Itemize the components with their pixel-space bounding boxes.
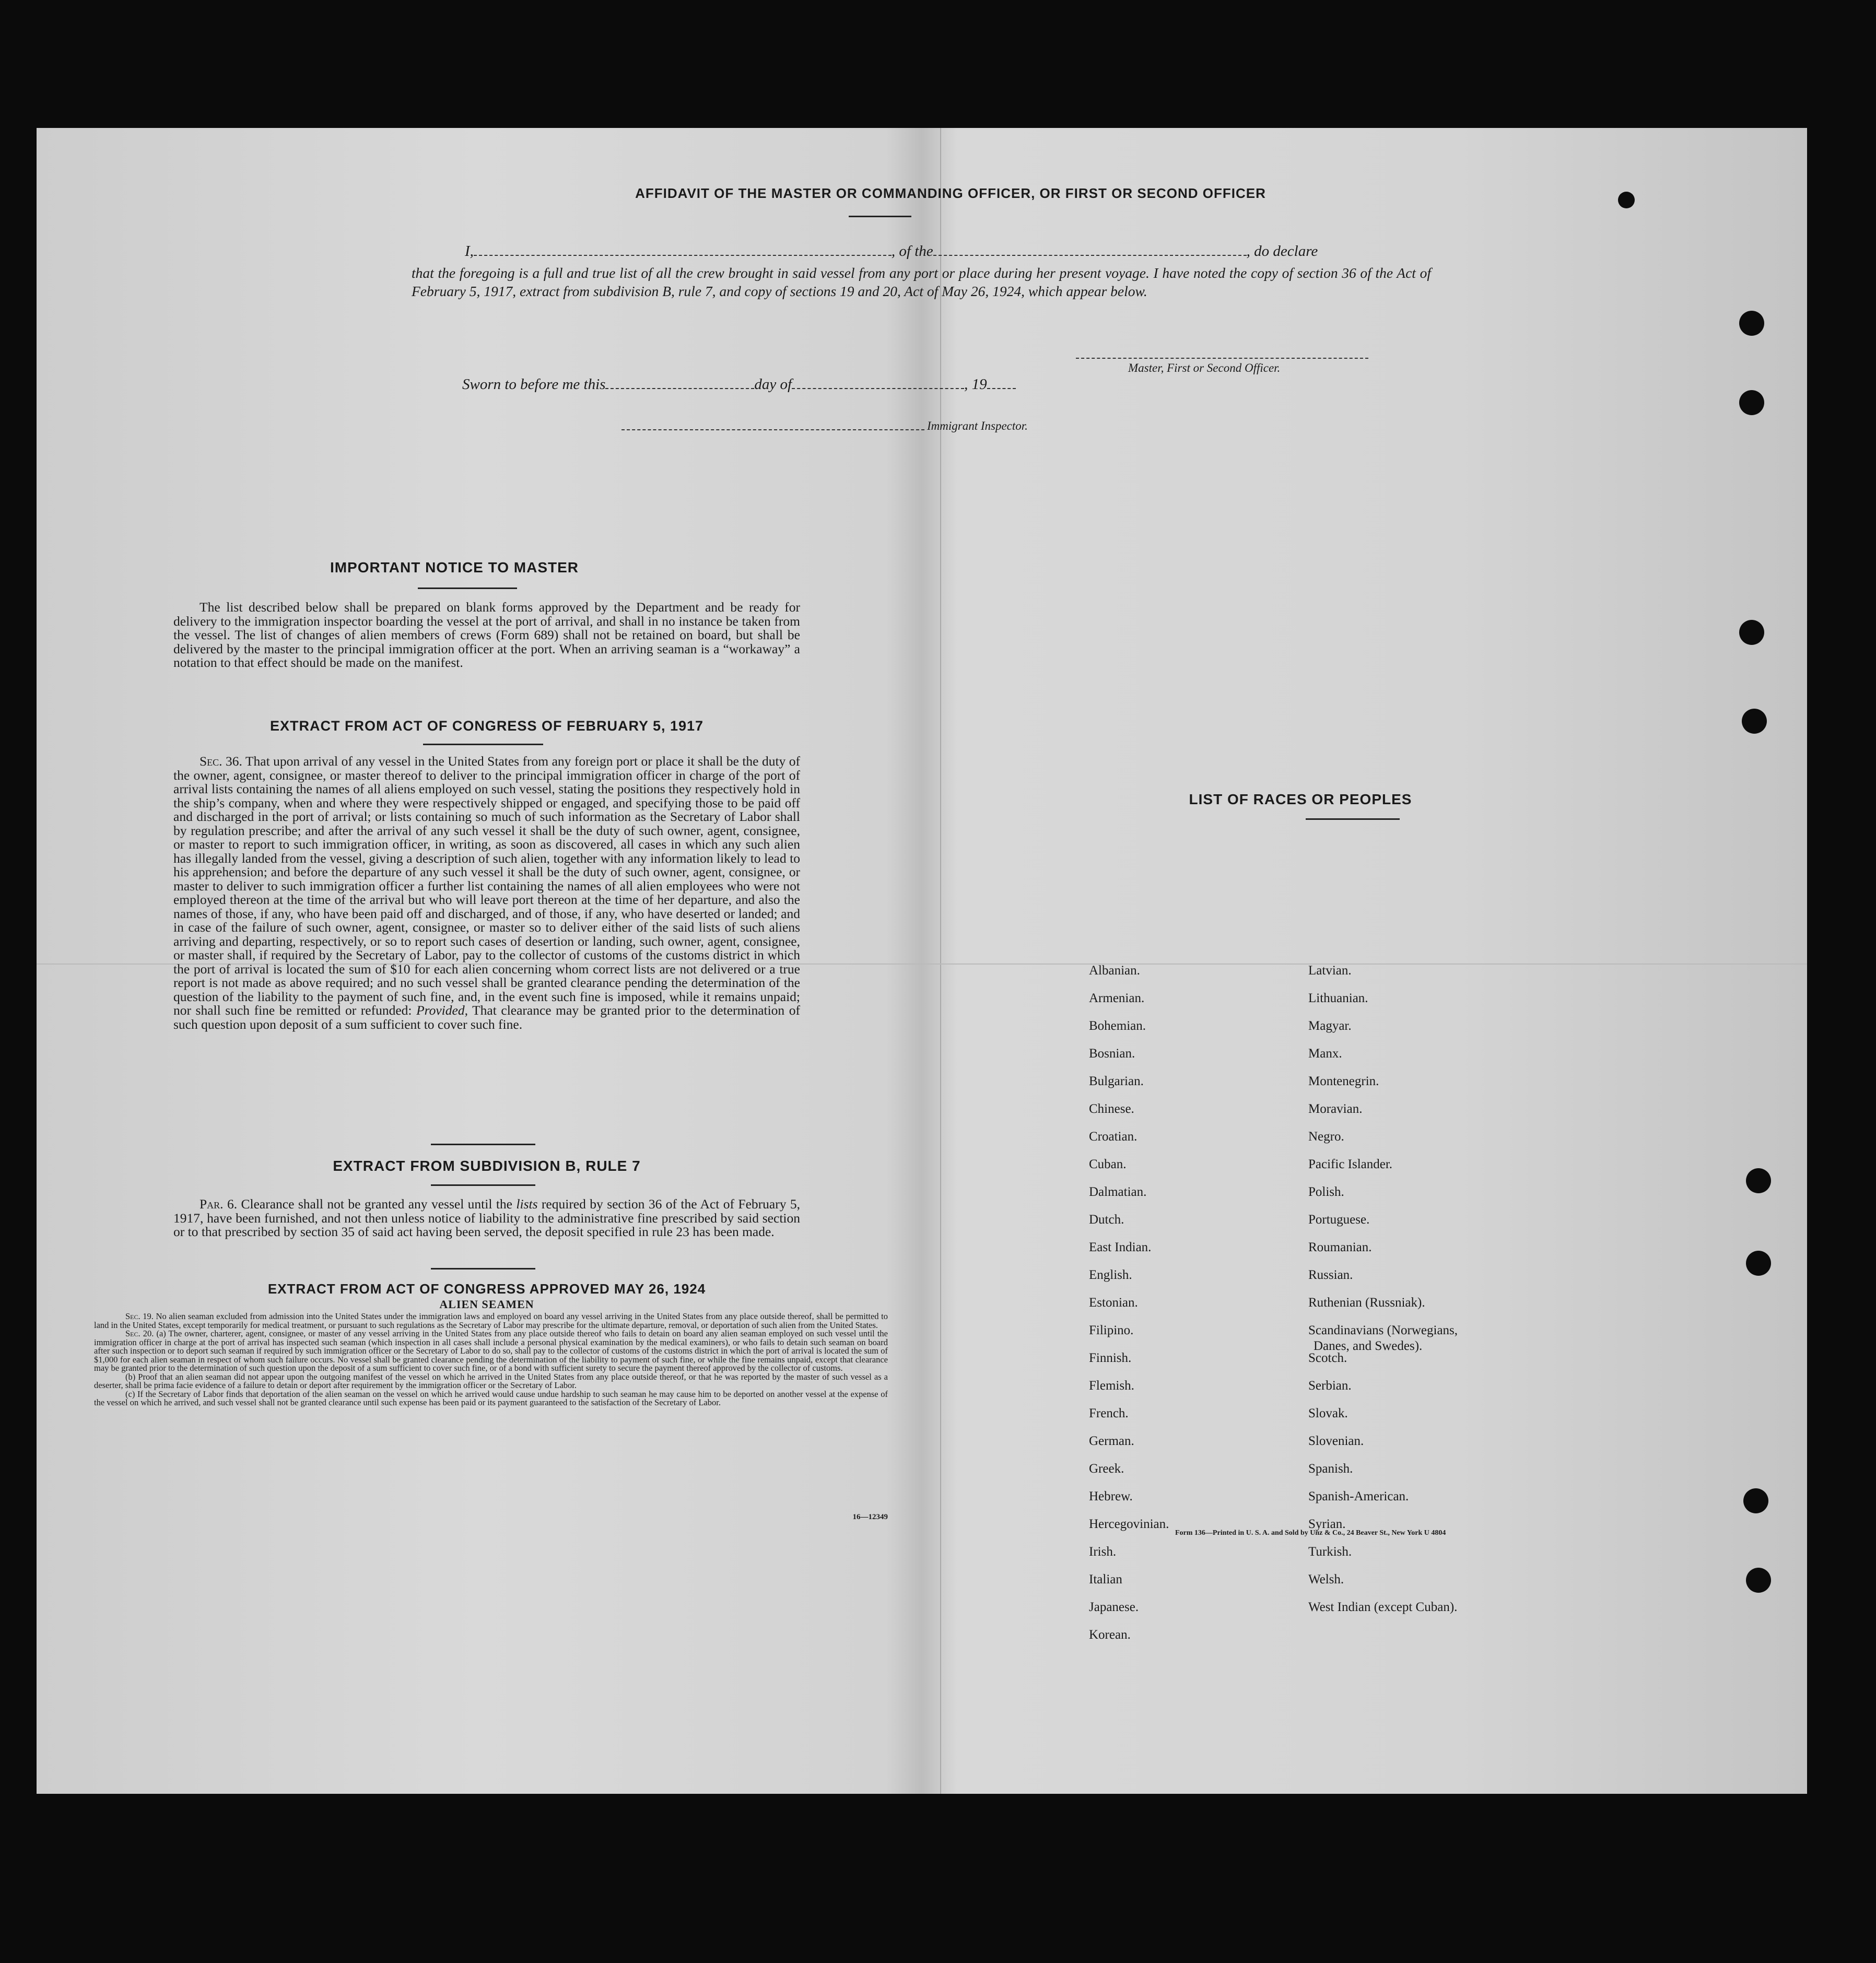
vessel-blank	[933, 243, 1247, 256]
affidavit-i: I,	[465, 243, 474, 260]
rule-7-text	[173, 1197, 800, 1239]
race-item: Negro.	[1308, 1130, 1344, 1144]
race-item: Bohemian.	[1089, 1019, 1146, 1033]
act-1924-title: EXTRACT FROM ACT OF CONGRESS APPROVED MAY 26, 1924	[267, 1281, 706, 1297]
inspector-label: Immigrant Inspector.	[927, 419, 1028, 432]
rule-7-title: EXTRACT FROM SUBDIVISION B, RULE 7	[333, 1158, 641, 1174]
punch-hole	[1743, 1488, 1768, 1513]
section-20-label: Sec. 20.	[125, 1329, 154, 1338]
race-item: Roumanian.	[1308, 1240, 1372, 1254]
race-item: French.	[1089, 1406, 1129, 1420]
race-item: Magyar.	[1308, 1019, 1352, 1033]
section-19	[94, 1312, 888, 1330]
punch-hole	[1746, 1568, 1771, 1593]
paragraph-6-body-end: required by section 36 of the Act of February 5, 1917, have been furnished, and not then unless notice of liability to the administrative fine prescribed by said section or to that prescribed by section 35 of said act having been served, the deposit specified in rule 23 has been made.	[173, 1196, 800, 1239]
print-code: 16—12349	[852, 1513, 888, 1521]
notice-title-rule	[418, 587, 517, 589]
section-20a-body: (a) The owner, charterer, agent, consignee, or master of any vessel arriving in the United States from any place outside thereof who fails to detain on board any alien seaman employed on such vessel until the immigration officer in charge at the port of arrival has inspected such seaman (which inspection in all cases shall include a personal physical examination by the medical examiners), or who fails to detain such seaman on board after such inspection or to deport such seaman if required by such immigration officer or the Secretary of Labor to do so, shall pay to the collector of customs of the customs district in which the port of arrival is located the sum of $1,000 for each alien seaman in respect of whom such failure occurs. No vessel shall be granted clearance pending the determination of the liability to payment of such fine, or while the fine remains unpaid, except that clearance may be granted prior to the determination of such question upon the deposit of a sum sufficient to cover such fine, or of a bond with sufficient surety to secure the payment thereof approved by the collector of customs.	[94, 1329, 888, 1373]
race-item: Turkish.	[1308, 1545, 1352, 1559]
section-36-body-end: That clearance may be granted prior to the determination of such question upon deposit of a sum sufficient to cover such fine.	[173, 1003, 800, 1032]
race-item: Finnish.	[1089, 1351, 1132, 1365]
inspector-signature-line	[622, 429, 924, 430]
affidavit-title-rule	[849, 216, 911, 217]
race-item: Ruthenian (Russniak).	[1308, 1296, 1425, 1310]
race-item: Latvian.	[1308, 963, 1352, 978]
sworn-month-blank	[792, 377, 964, 389]
race-item: Armenian.	[1089, 991, 1145, 1005]
race-item: West Indian (except Cuban).	[1308, 1600, 1458, 1614]
race-item: Lithuanian.	[1308, 991, 1368, 1005]
race-item: German.	[1089, 1434, 1134, 1448]
form-footer: Form 136—Printed in U. S. A. and Sold by Unz & Co., 24 Beaver St., New York U 4804	[1175, 1529, 1446, 1537]
punch-hole	[1746, 1251, 1771, 1276]
race-item: Moravian.	[1308, 1102, 1363, 1116]
race-item: Scotch.	[1308, 1351, 1347, 1365]
punch-hole	[1618, 192, 1635, 208]
race-item: Hercegovinian.	[1089, 1517, 1169, 1531]
race-item: Bulgarian.	[1089, 1074, 1144, 1088]
act-1924-subtitle: ALIEN SEAMEN	[439, 1298, 534, 1311]
master-signature-label: Master, First or Second Officer.	[1128, 361, 1281, 374]
race-item: English.	[1089, 1268, 1132, 1282]
punch-hole	[1739, 620, 1764, 645]
race-item: Hebrew.	[1089, 1489, 1133, 1503]
sworn-line	[462, 376, 1141, 393]
race-item: Japanese.	[1089, 1600, 1139, 1614]
punch-hole	[1746, 1168, 1771, 1193]
race-item: Manx.	[1308, 1047, 1342, 1061]
paragraph-6-body: Clearance shall not be granted any vessel until the	[241, 1196, 512, 1212]
affidavit-title: AFFIDAVIT OF THE MASTER OR COMMANDING OFFICER, OR FIRST OR SECOND OFFICER	[635, 185, 1266, 201]
sworn-day-of: day of	[754, 376, 792, 393]
name-blank	[474, 243, 892, 256]
notice-text: The list described below shall be prepared on blank forms approved by the Department and be ready for delivery to the immigration inspector boarding the vessel at the port of arrival, and shall in no instance be taken from the vessel. The list of changes of alien members of crews (Form 689) shall not be retained on board, but shall be delivered by the master to the principal immigration officer at the port. When an arriving seaman is a “workaway” a notation to that effect should be made on the manifest.	[173, 600, 800, 670]
race-item: Dalmatian.	[1089, 1185, 1147, 1199]
sworn-year: , 19	[964, 376, 987, 393]
race-item: Danes, and Swedes).	[1314, 1339, 1423, 1353]
document-page	[37, 128, 1807, 1794]
race-item: Croatian.	[1089, 1130, 1138, 1144]
section-19-label: Sec. 19.	[125, 1311, 154, 1321]
race-item: Montenegrin.	[1308, 1074, 1379, 1088]
race-item: Slovak.	[1308, 1406, 1348, 1420]
race-item: Polish.	[1308, 1185, 1344, 1199]
section-19-body: No alien seaman excluded from admission into the United States under the immigration laws and employed on board any vessel arriving in the United States from any place outside thereof, shall be permitted to land in the United States, except temporarily for medical treatment, or pursuant to such regulations as the Secretary of Labor may prescribe for the ultimate departure, removal, or deportation of such alien from the United States.	[94, 1311, 888, 1330]
affidavit-declare: , do declare	[1246, 243, 1318, 260]
act-1924-top-rule	[431, 1268, 535, 1270]
extract-1917-title: EXTRACT FROM ACT OF CONGRESS OF FEBRUARY 5, 1917	[269, 718, 704, 734]
race-item: Dutch.	[1089, 1213, 1124, 1227]
race-item: Flemish.	[1089, 1379, 1134, 1393]
race-item: East Indian.	[1089, 1240, 1152, 1254]
punch-hole	[1742, 709, 1767, 734]
race-item: Cuban.	[1089, 1157, 1127, 1171]
section-36-label: Sec. 36.	[200, 754, 242, 769]
race-item: Filipino.	[1089, 1323, 1134, 1337]
race-item: Welsh.	[1308, 1572, 1344, 1586]
race-item: Chinese.	[1089, 1102, 1134, 1116]
extract-1917-text	[173, 755, 800, 1031]
race-item: Pacific Islander.	[1308, 1157, 1393, 1171]
rule-7-top-rule	[431, 1144, 535, 1145]
provided-word: Provided,	[416, 1003, 468, 1018]
race-item: Spanish.	[1308, 1462, 1353, 1476]
sworn-text: Sworn to before me this	[462, 376, 606, 393]
master-signature-line	[1076, 358, 1368, 359]
punch-hole	[1739, 311, 1764, 336]
paragraph-6-label: Par. 6.	[200, 1196, 238, 1212]
race-item: Syrian.	[1308, 1517, 1346, 1531]
race-item: Slovenian.	[1308, 1434, 1364, 1448]
rule-7-rule	[431, 1184, 535, 1186]
races-title: LIST OF RACES OR PEOPLES	[1189, 791, 1412, 807]
races-title-rule	[1306, 818, 1400, 820]
race-item: Bosnian.	[1089, 1047, 1135, 1061]
lists-word: lists	[516, 1196, 538, 1212]
race-item: Korean.	[1089, 1628, 1131, 1642]
section-36-body: That upon arrival of any vessel in the United States from any foreign port or place it shall be the duty of the owner, agent, consignee, or master thereof to deliver to the principal immigration officer in charge of the port of arrival lists containing the names of all aliens employed on such vessel, stating the positions they respectively hold in the ship’s company, when and where they were respectively shipped or engaged, and specifying those to be paid off and discharged in the port of arrival; or lists containing so much of such information as the Secretary of Labor shall by regulation prescribe; and after the arrival of any such vessel it shall be the duty of such owner, agent, consignee, or master to report to such immigration officer, in writing, as soon as discovered, all cases in which any such alien has illegally landed from the vessel, giving a description of such alien, together with any information likely to lead to his apprehension; and before the departure of any such vessel it shall be the duty of such owner, agent, consignee, or master to deliver to such immigration officer a further list containing the names of all alien employees who were not employed thereon at the time of the arrival but who will leave port thereon at the time of her departure, and also the names of those, if any, who have been paid off and discharged, and of those, if any, who have deserted or landed; and in case of the failure of such owner, agent, consignee, or master so to deliver either of the said lists of such aliens arriving and departing, respectively, or so to report such cases of desertion or landing, such owner, agent, consignee, or master shall, if required by the Secretary of Labor, pay to the collector of customs of the customs district in which the port of arrival is located the sum of $10 for each alien concerning whom correct lists are not delivered or a true report is not made as above required; and no such vessel shall be granted clearance pending the determination of the question of the liability to the payment of such fine, and, in the event such fine is imposed, while it remains unpaid; nor shall such fine be remitted or refunded:	[173, 754, 800, 1018]
race-item: Portuguese.	[1308, 1213, 1370, 1227]
race-item: Italian	[1089, 1572, 1122, 1586]
section-20a	[94, 1330, 888, 1373]
section-20b: (b) Proof that an alien seaman did not appear upon the outgoing manifest of the vessel on which he arrived in the United States from any place outside thereof, or that he was reported by the master of such vessel as a deserter, shall be prima facie evidence of a failure to detain or deport after requirement by the immigration officer or the Secretary of Labor.	[94, 1371, 888, 1390]
affidavit-of-the: , of the	[891, 243, 933, 260]
sworn-day-blank	[605, 377, 754, 389]
race-item: Estonian.	[1089, 1296, 1138, 1310]
act-1924-text	[94, 1312, 888, 1407]
race-item: Serbian.	[1308, 1379, 1352, 1393]
punch-hole	[1739, 390, 1764, 415]
race-item: Scandinavians (Norwegians,	[1308, 1323, 1458, 1337]
race-item: Albanian.	[1089, 963, 1140, 978]
sworn-year-blank	[987, 377, 1016, 389]
affidavit-text: that the foregoing is a full and true list of all the crew brought in said vessel from any port or place during her present voyage. I have noted the copy of section 36 of the Act of February 5, 1917, extract from subdivision B, rule 7, and copy of sections 19 and 20, Act of May 26, 1924, which appear below.	[412, 265, 1431, 299]
notice-title: IMPORTANT NOTICE TO MASTER	[330, 559, 579, 575]
race-item: Spanish-American.	[1308, 1489, 1409, 1503]
affidavit-declaration-line	[465, 243, 1436, 260]
section-20c: (c) If the Secretary of Labor finds that deportation of the alien seaman on the vessel on which he arrived would cause undue hardship to such seaman he may cause him to be deported on another vessel at the expense of the vessel on which he arrived, and such vessel shall not be granted clearance until such expense has been paid or its payment guaranteed to the satisfaction of the Secretary of Labor.	[94, 1389, 888, 1407]
race-item: Russian.	[1308, 1268, 1353, 1282]
race-item: Greek.	[1089, 1462, 1124, 1476]
race-item: Irish.	[1089, 1545, 1117, 1559]
extract-1917-rule	[423, 744, 543, 745]
